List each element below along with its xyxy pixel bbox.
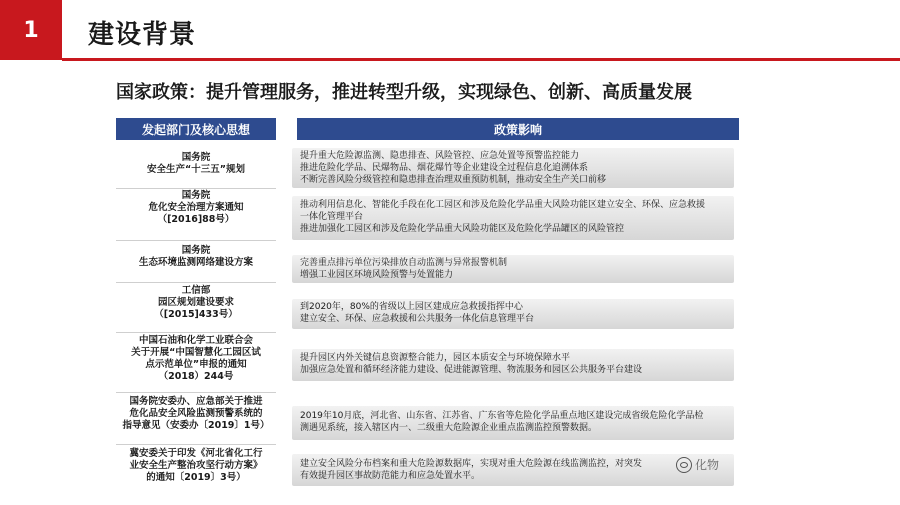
watermark-text: 化物: [695, 458, 720, 472]
policy-row: [116, 190, 740, 242]
impact-line: 建立安全风险分布档案和重大危险源数据库，实现对重大危险源在线监测监控，对突发: [300, 459, 643, 469]
policy-source: [116, 448, 276, 484]
headline: 国家政策：提升管理服务，推进转型升级，实现绿色、创新、高质量发展: [116, 82, 692, 103]
policy-source: [116, 396, 276, 432]
source-line: 点示范单位”申报的通知: [145, 359, 247, 370]
impact-line: 提升园区内外关键信息资源整合能力，园区本质安全与环境保障水平: [300, 353, 571, 363]
column-header-impact: 政策影响: [297, 118, 739, 140]
source-line: 关于开展“中国智慧化工园区试: [131, 347, 261, 358]
policy-impact: [300, 458, 740, 482]
source-line: 生态环境监测网络建设方案: [138, 257, 253, 268]
impact-line: 推进危险化学品、民爆物品、烟花爆竹等企业建设全过程信息化追溯体系: [300, 163, 589, 173]
source-line: 的通知〔2019〕3号）: [146, 472, 246, 483]
impact-line: 不断完善风险分级管控和隐患排查治理双重预防机制，推动安全生产关口前移: [300, 175, 607, 185]
impact-line: 测遇见系统，接入辖区内一、二级重大危险源企业重点监测监控预警数据。: [300, 423, 598, 433]
source-line: 工信部: [181, 285, 211, 296]
row-divider: [116, 188, 276, 189]
row-divider: [116, 282, 276, 283]
impact-line: 到2020年，80%的省级以上园区建成应急救援指挥中心: [300, 302, 523, 312]
policy-impact: [300, 410, 740, 434]
source-line: 冀安委关于印发《河北省化工行: [129, 448, 263, 459]
source-line: 国务院: [181, 190, 211, 201]
source-line: 园区规划建设要求: [157, 297, 234, 308]
source-line: （[2015]433号）: [154, 309, 238, 320]
impact-line: 增强工业园区环境风险预警与处置能力: [300, 270, 454, 280]
page-title: 建设背景: [88, 20, 197, 50]
source-line: （[2016]88号）: [157, 214, 235, 225]
source-line: 中国石油和化学工业联合会: [138, 335, 253, 346]
source-line: 国务院: [181, 245, 211, 256]
policy-impact: [300, 257, 740, 281]
impact-line: 推动利用信息化、智能化手段在化工园区和涉及危险化学品重大风险功能区建立安全、环保、应急救援: [300, 200, 706, 210]
policy-source: [116, 190, 276, 226]
column-header-source: 发起部门及核心思想: [116, 118, 276, 140]
policy-impact: [300, 199, 740, 235]
source-line: 国务院: [181, 152, 211, 163]
row-divider: [116, 392, 276, 393]
policy-row: [116, 243, 740, 279]
impact-line: 建立安全、环保、应急救援和公共服务一体化信息管理平台: [300, 314, 535, 324]
impact-line: 一体化管理平台: [300, 212, 364, 222]
row-divider: [116, 444, 276, 445]
policy-impact: [300, 150, 740, 186]
source-line: 安全生产“十三五”规划: [147, 164, 245, 175]
policy-impact: [300, 301, 740, 325]
impact-line: 提升重大危险源监测、隐患排查、风险管控、应急处置等预警监控能力: [300, 151, 580, 161]
source-line: （2018）244号: [158, 371, 234, 382]
policy-row: [116, 285, 740, 331]
source-line: 危化安全治理方案通知: [148, 202, 244, 213]
row-divider: [116, 332, 276, 333]
policy-source: [116, 245, 276, 269]
impact-line: 加强应急处置和循环经济能力建设、促进能源管理、物流服务和园区公共服务平台建设: [300, 365, 643, 375]
policy-source: [116, 152, 276, 176]
source-line: 业安全生产整治攻坚行动方案》: [129, 460, 263, 471]
source-line: 国务院安委办、应急部关于推进: [129, 396, 263, 407]
section-number: 1: [0, 0, 62, 60]
policy-source: [116, 285, 276, 321]
policy-row: [116, 335, 740, 393]
impact-line: 有效提升园区事故防范能力和应急处置水平。: [300, 471, 481, 481]
impact-line: 完善重点排污单位污染排放自动监测与异常报警机制: [300, 258, 508, 268]
policy-row: [116, 396, 740, 440]
policy-row: [116, 148, 740, 188]
row-divider: [116, 240, 276, 241]
impact-line: 推进加强化工园区和涉及危险化学品重大风险功能区及危险化学品罐区的风险管控: [300, 224, 625, 234]
wechat-icon: [676, 457, 692, 473]
watermark: [676, 456, 719, 473]
source-line: 危化品安全风险监测预警系统的: [129, 408, 263, 419]
policy-source: [116, 335, 276, 383]
title-divider: [62, 58, 900, 61]
source-line: 指导意见（安委办〔2019〕1号）: [122, 420, 270, 431]
policy-row: [116, 448, 740, 490]
impact-line: 2019年10月底，河北省、山东省、江苏省、广东省等危险化学品重点地区建设完成省级危险化学品检: [300, 411, 704, 421]
policy-impact: [300, 352, 740, 376]
